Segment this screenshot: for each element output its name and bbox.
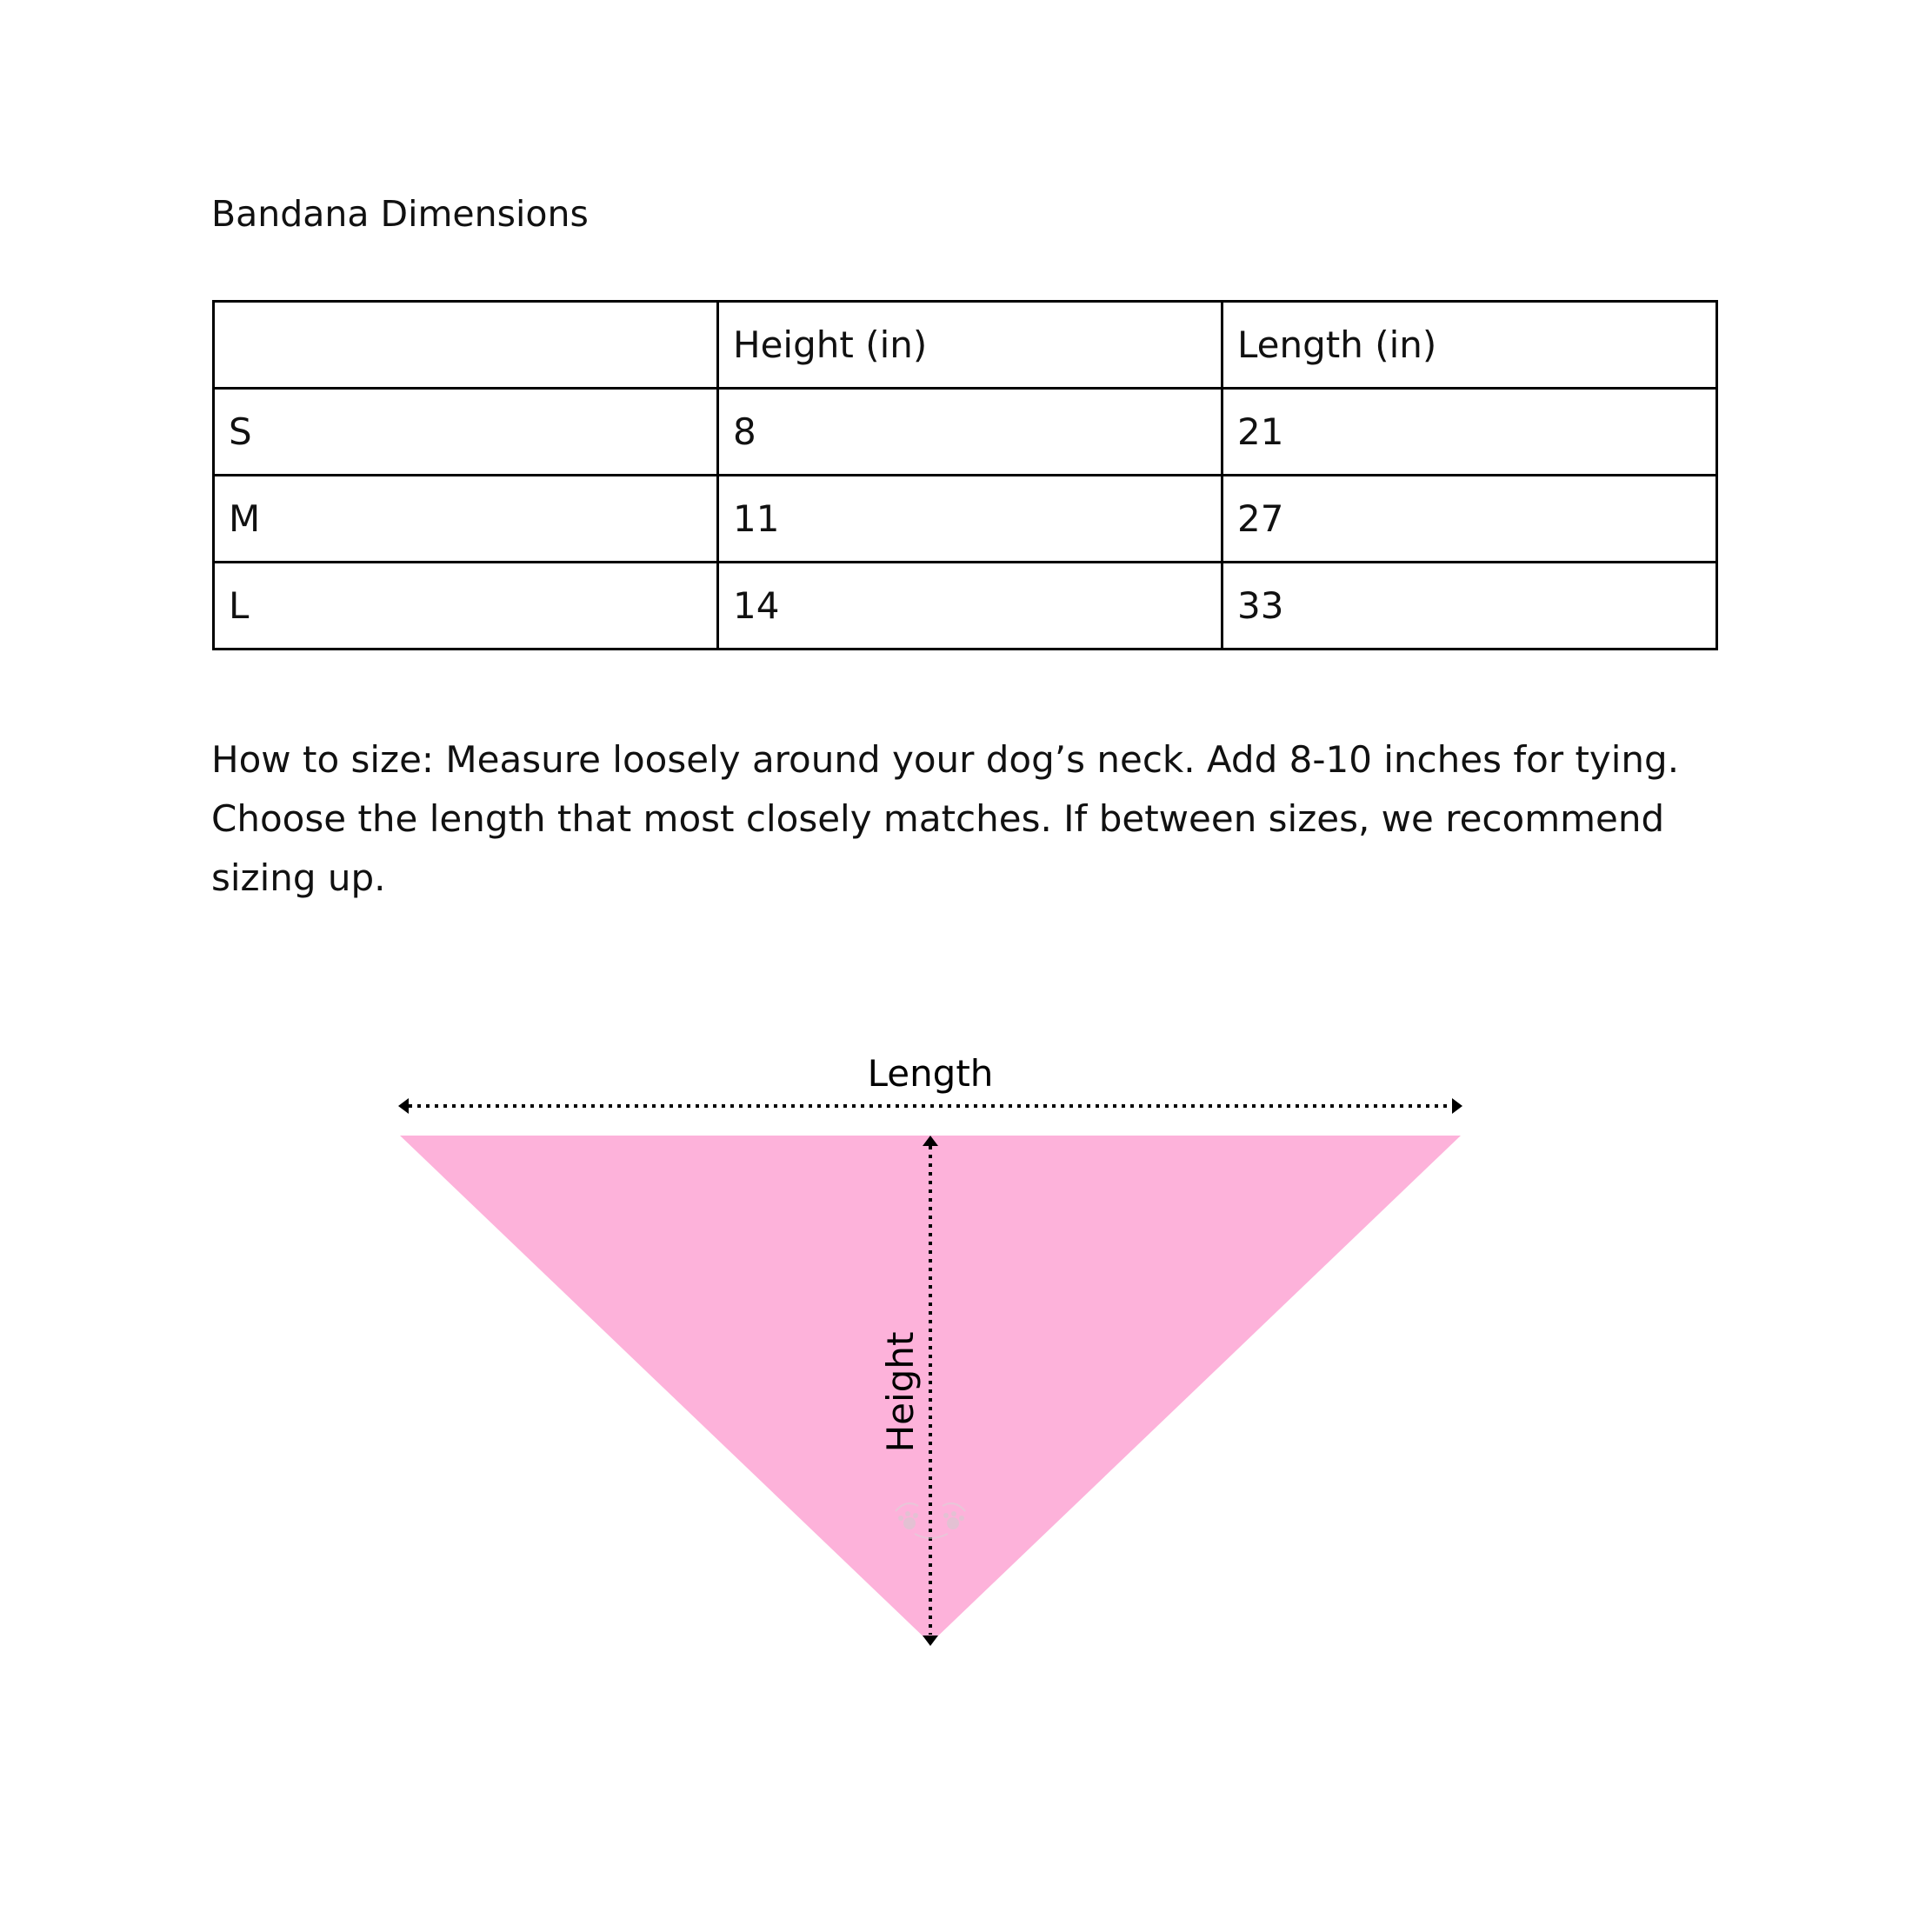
page-title: Bandana Dimensions [211,193,589,235]
height-label: Height [879,1331,922,1453]
length-label: Length [867,1052,994,1095]
size-cell: L [214,563,718,650]
size-cell: M [214,476,718,563]
length-arrow-right-head [1452,1098,1462,1114]
height-cell: 11 [718,476,1222,563]
length-cell: 21 [1222,389,1717,476]
height-cell: 14 [718,563,1222,650]
size-cell: S [214,389,718,476]
height-arrow-bottom-head [923,1636,938,1646]
height-cell: 8 [718,389,1222,476]
length-arrow-left-head [398,1098,409,1114]
table-header-cell: Height (in) [718,302,1222,389]
table-header-cell: Length (in) [1222,302,1717,389]
length-cell: 33 [1222,563,1717,650]
sizing-instructions: How to size: Measure loosely around your dog’s neck. Add 8-10 inches for tying. Choose the length that most closely matches. If between sizes, we recommend sizing up. [211,738,1680,899]
length-cell: 27 [1222,476,1717,563]
